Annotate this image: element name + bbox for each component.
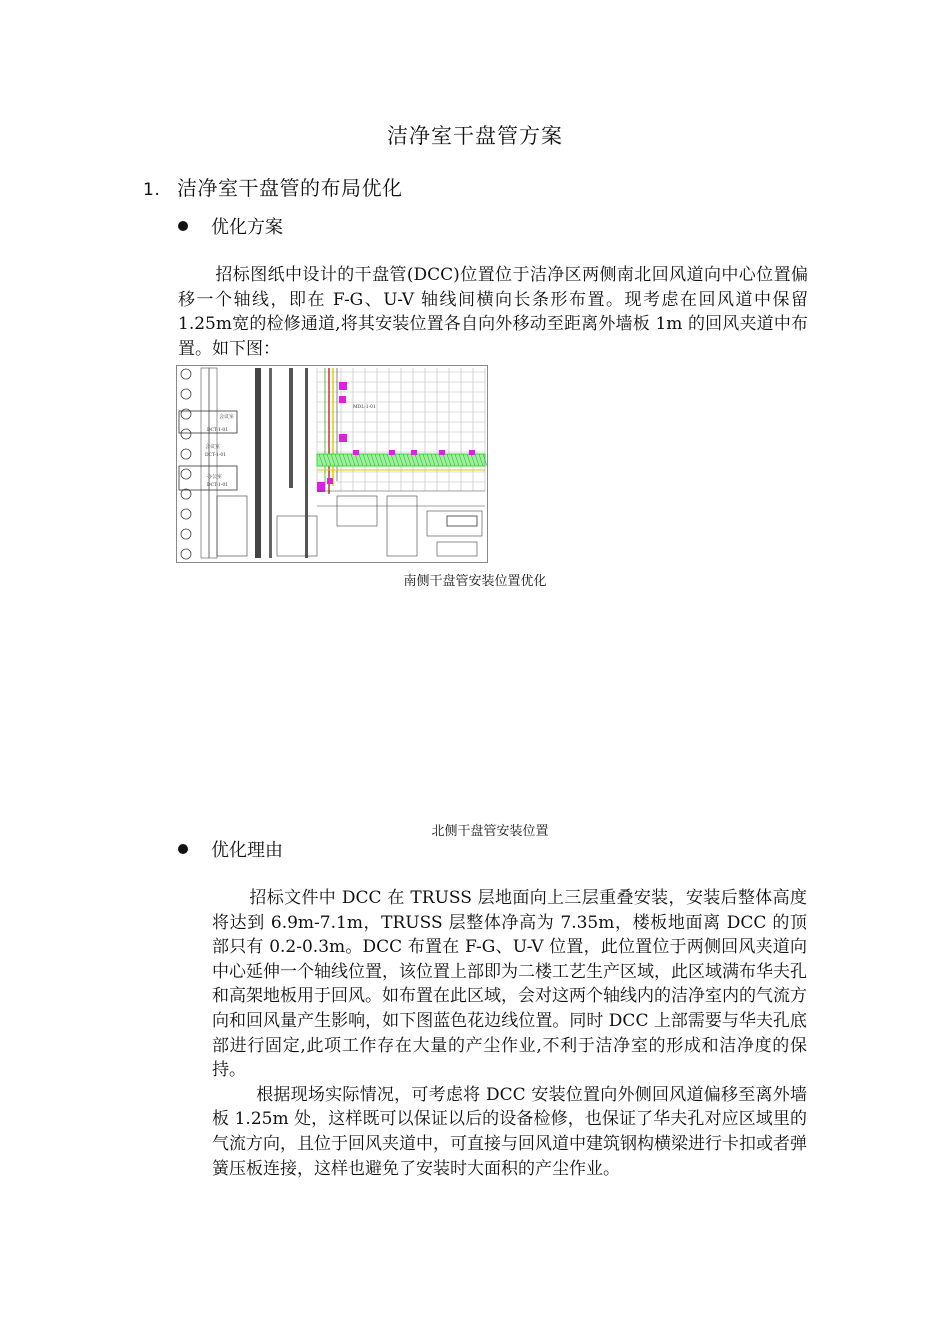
label-mdl: MDL-1-01 xyxy=(353,405,376,410)
label-dct-b: DCT-1-01 xyxy=(205,453,227,458)
floor-plan-drawing xyxy=(177,366,487,562)
paragraph-reason xyxy=(212,886,807,1181)
section-number: 1. xyxy=(143,180,161,200)
paragraph-reason-text: 招标文件中 DCC 在 TRUSS 层地面向上三层重叠安装，安装后整体高度将达到 6.9m-7.1m，TRUSS 层整体净高为 7.35m，楼板地面离 DCC 的顶部只有 0.2-0.3m。DCC 布置在 F-G、U-V 位置，此位置位于两侧回风夹道向中心延伸一个轴线位置，该位置上部即为二楼工艺生产区域，此区域满布华夫孔和高架地板用于回风。如布置在此区域，会对这两个轴线内的洁净室内的气流方向和回风量产生影响，如下图蓝色花边线位置。同时 DCC 上部需要与华夫孔底部进行固定,此项工作存在大量的产尘作业,不利于洁净室的形成和洁净度的保持。 xyxy=(212,888,807,1081)
bullet-icon xyxy=(178,844,188,854)
paragraph-plan-text: 招标图纸中设计的干盘管(DCC)位置位于洁净区两侧南北回风道向中心位置偏移一个轴线，即在 F-G、U-V 轴线间横向长条形布置。现考虑在回风道中保留1.25m宽的检修通道,将其安装位置各自向外移动至距离外墙板 1m 的回风夹道中布置。如下图： xyxy=(178,265,808,359)
paragraph-plan xyxy=(178,263,808,361)
label-dct-c: DCT-1-01 xyxy=(207,483,229,488)
label-meeting-room: 会议室 xyxy=(219,414,235,420)
figure-caption-south: 南侧干盘管安装位置优化 xyxy=(403,574,547,589)
floor-plan-figure xyxy=(176,365,488,563)
figure-caption-north: 北侧干盘管安装位置 xyxy=(431,824,549,839)
label-office: 办公室 xyxy=(207,474,223,480)
bullet-text: 优化理由 xyxy=(211,840,283,861)
paragraph-recommendation-text: 根据现场实际情况，可考虑将 DCC 安装位置向外侧回风道偏移至离外墙板 1.25m 处，这样既可以保证以后的设备检修，也保证了华夫孔对应区域里的气流方向，且位于回风夹道中，可直接与回风道中建筑钢构横梁进行卡扣或者弹簧压板连接，这样也避免了安装时大面积的产尘作业。 xyxy=(212,1084,807,1179)
bullet-item-optimization-reason xyxy=(178,836,478,862)
section-heading-text: 洁净室干盘管的布局优化 xyxy=(177,176,403,200)
bullet-icon xyxy=(178,221,188,231)
section-heading xyxy=(143,172,403,201)
bullet-text: 优化方案 xyxy=(211,217,283,238)
page-title: 洁净室干盘管方案 xyxy=(387,124,563,148)
bullet-item-optimization-plan xyxy=(178,213,478,239)
label-meeting-room-2: 会议室 xyxy=(205,444,221,450)
label-dct-a: DCT-1-01 xyxy=(207,428,229,433)
